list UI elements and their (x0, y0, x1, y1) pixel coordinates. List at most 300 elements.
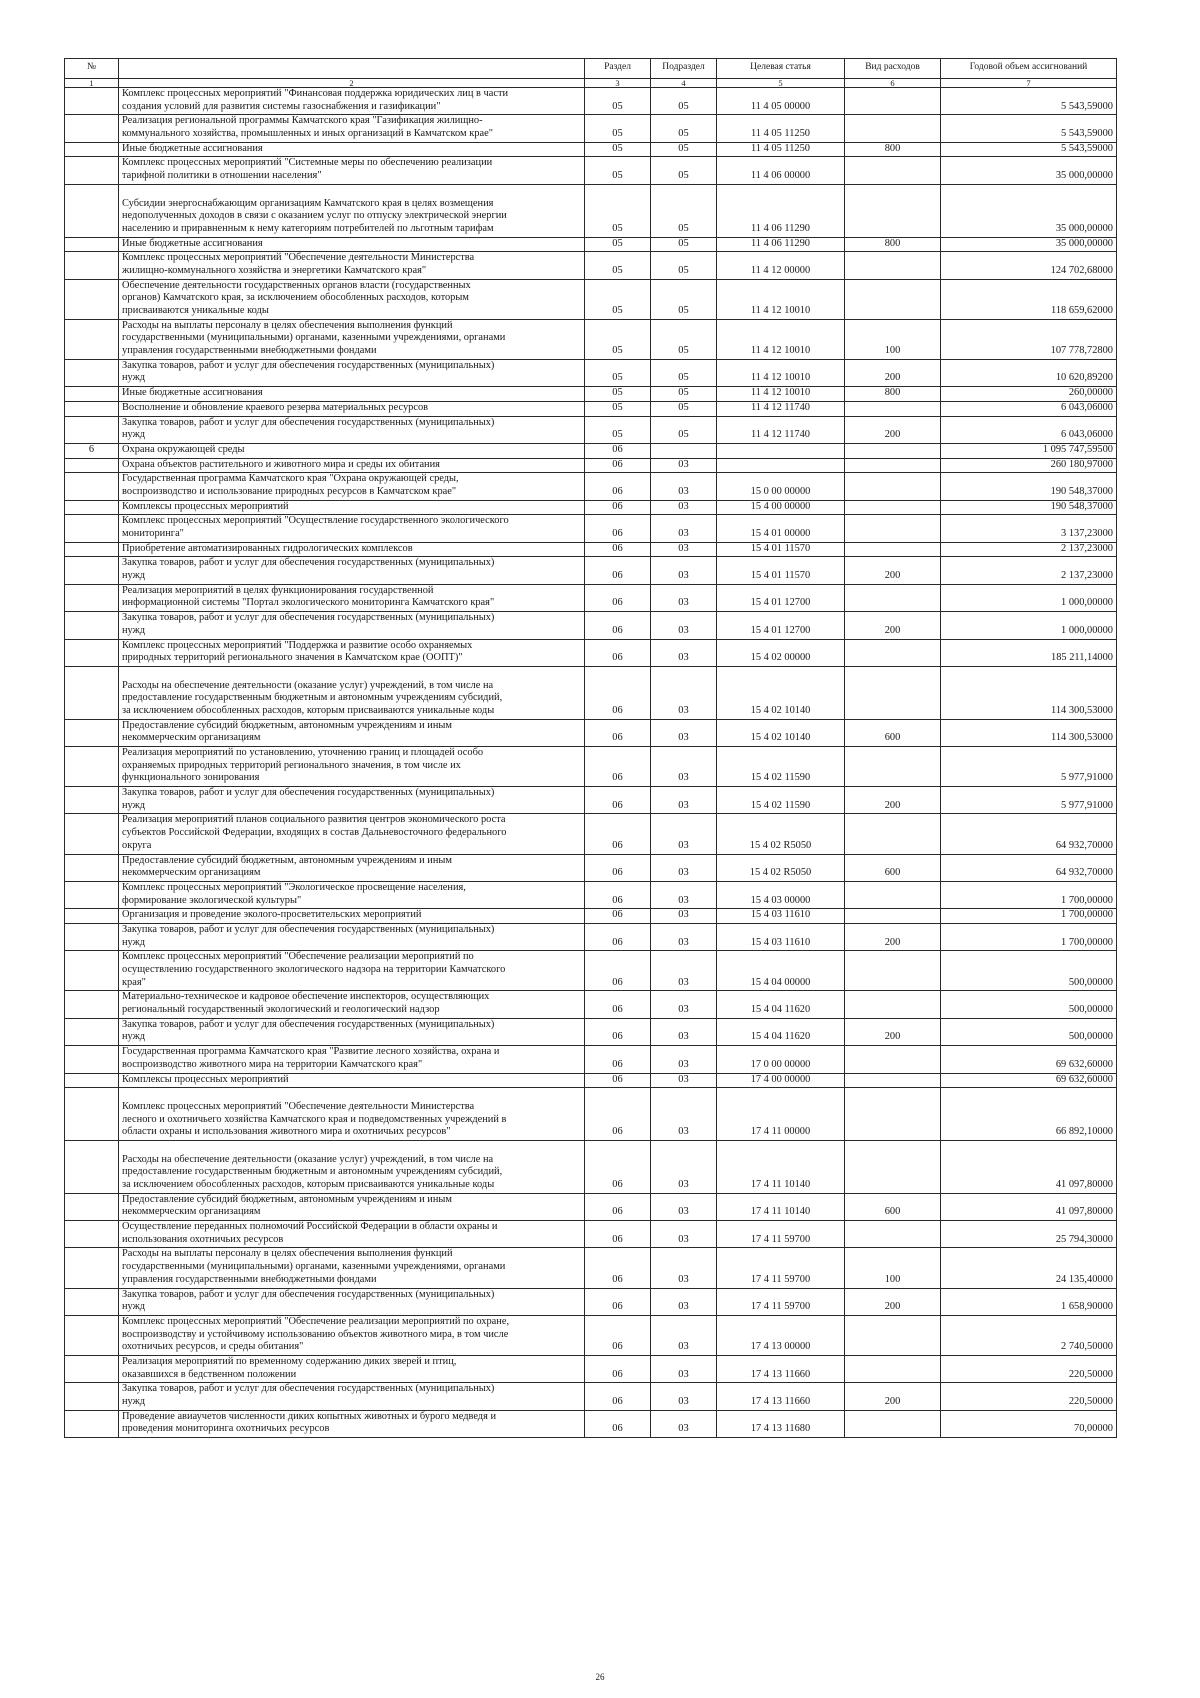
target-article-cell: 17 4 11 59700 (717, 1221, 845, 1248)
podrazdel-cell: 05 (651, 359, 717, 386)
table-row (65, 1383, 1117, 1410)
target-article-cell: 17 4 11 10140 (717, 1140, 845, 1193)
razdel-cell: 05 (585, 252, 651, 279)
razdel-cell: 06 (585, 991, 651, 1018)
expense-type-cell (845, 279, 941, 319)
podrazdel-cell: 03 (651, 473, 717, 500)
podrazdel-cell: 03 (651, 814, 717, 854)
row-number-cell (65, 252, 119, 279)
podrazdel-cell: 03 (651, 515, 717, 542)
table-row (65, 184, 1117, 237)
item-name-cell: Охрана окружающей среды (119, 443, 585, 458)
razdel-cell: 05 (585, 142, 651, 157)
item-name-cell: Закупка товаров, работ и услуг для обеспечения государственных (муниципальных) нужд (119, 1383, 585, 1410)
row-number-cell (65, 1018, 119, 1045)
table-row (65, 1193, 1117, 1220)
expense-type-cell (845, 1355, 941, 1382)
podrazdel-cell: 03 (651, 1073, 717, 1088)
podrazdel-cell: 03 (651, 542, 717, 557)
expense-type-cell (845, 1140, 941, 1193)
podrazdel-cell: 03 (651, 1018, 717, 1045)
table-row (65, 319, 1117, 359)
razdel-cell: 06 (585, 1410, 651, 1437)
target-article-cell: 11 4 06 11290 (717, 184, 845, 237)
target-article-cell: 15 4 01 12700 (717, 584, 845, 611)
item-name-cell: Материально-техническое и кадровое обеспечение инспекторов, осуществляющих региональный государственный экологический и геологический надзор (119, 991, 585, 1018)
target-article-cell: 15 4 02 R5050 (717, 854, 845, 881)
expense-type-cell: 600 (845, 719, 941, 746)
row-number-cell (65, 1221, 119, 1248)
podrazdel-cell: 03 (651, 881, 717, 908)
row-number-cell (65, 1315, 119, 1355)
row-number-cell (65, 1355, 119, 1382)
item-name-cell: Расходы на обеспечение деятельности (оказание услуг) учреждений, в том числе на предоставление государственным бюджетным и автономным учреждениям субсидий, за исключением обособленных расходов, которым присваиваются уникальные коды (119, 666, 585, 719)
header-vid-rashodov: Вид расходов (845, 59, 941, 79)
podrazdel-cell: 03 (651, 951, 717, 991)
amount-cell: 66 892,10000 (941, 1088, 1117, 1141)
item-name-cell: Предоставление субсидий бюджетным, автономным учреждениям и иным некоммерческим организациям (119, 719, 585, 746)
item-name-cell: Комплекс процессных мероприятий "Системные меры по обеспечению реализации тарифной политики в отношении населения" (119, 157, 585, 184)
amount-cell: 1 095 747,59500 (941, 443, 1117, 458)
expense-type-cell: 200 (845, 923, 941, 950)
row-number-cell (65, 923, 119, 950)
amount-cell: 1 658,90000 (941, 1288, 1117, 1315)
item-name-cell: Комплекс процессных мероприятий "Поддержка и развитие особо охраняемых природных территорий регионального значения в Камчатском крае (ООПТ)" (119, 639, 585, 666)
table-row (65, 1046, 1117, 1073)
item-name-cell: Осуществление переданных полномочий Российской Федерации в области охраны и использования охотничьих ресурсов (119, 1221, 585, 1248)
amount-cell: 41 097,80000 (941, 1193, 1117, 1220)
amount-cell: 5 543,59000 (941, 115, 1117, 142)
podrazdel-cell: 05 (651, 416, 717, 443)
razdel-cell: 06 (585, 1018, 651, 1045)
table-row (65, 1355, 1117, 1382)
razdel-cell: 06 (585, 1140, 651, 1193)
row-number-cell (65, 881, 119, 908)
item-name-cell: Охрана объектов растительного и животного мира и среды их обитания (119, 458, 585, 473)
column-number: 1 (65, 79, 119, 88)
item-name-cell: Предоставление субсидий бюджетным, автономным учреждениям и иным некоммерческим организациям (119, 1193, 585, 1220)
row-number-cell (65, 639, 119, 666)
razdel-cell: 06 (585, 909, 651, 924)
expense-type-cell (845, 1088, 941, 1141)
amount-cell: 107 778,72800 (941, 319, 1117, 359)
target-article-cell: 17 4 11 00000 (717, 1088, 845, 1141)
table-row (65, 1140, 1117, 1193)
razdel-cell: 06 (585, 1088, 651, 1141)
expense-type-cell (845, 666, 941, 719)
expense-type-cell (845, 1410, 941, 1437)
item-name-cell: Комплекс процессных мероприятий "Осуществление государственного экологического мониторинга" (119, 515, 585, 542)
razdel-cell: 06 (585, 1221, 651, 1248)
podrazdel-cell: 03 (651, 747, 717, 787)
expense-type-cell: 200 (845, 1288, 941, 1315)
amount-cell: 114 300,53000 (941, 719, 1117, 746)
table-row (65, 252, 1117, 279)
row-number-cell (65, 184, 119, 237)
target-article-cell: 15 4 01 11570 (717, 542, 845, 557)
item-name-cell: Комплекс процессных мероприятий "Обеспечение деятельности Министерства лесного и охотничьего хозяйства Камчатского края и подведомственных учреждений в области охраны и использования животного мира и охотничьих ресурсов" (119, 1088, 585, 1141)
table-row (65, 1073, 1117, 1088)
row-number-cell (65, 88, 119, 115)
table-row (65, 458, 1117, 473)
expense-type-cell (845, 252, 941, 279)
expense-type-cell: 200 (845, 557, 941, 584)
row-number-cell (65, 666, 119, 719)
row-number-cell (65, 584, 119, 611)
podrazdel-cell: 03 (651, 500, 717, 515)
razdel-cell: 06 (585, 854, 651, 881)
item-name-cell: Проведение авиаучетов численности диких копытных животных и бурого медведя и проведения мониторинга охотничьих ресурсов (119, 1410, 585, 1437)
column-number: 3 (585, 79, 651, 88)
item-name-cell: Расходы на выплаты персоналу в целях обеспечения выполнения функций государственными (муниципальными) органами, казенными учреждениями, органами управления государственными внебюджетными фондами (119, 1248, 585, 1288)
razdel-cell: 06 (585, 443, 651, 458)
table-row (65, 719, 1117, 746)
header-podrazdel: Подраздел (651, 59, 717, 79)
expense-type-cell: 200 (845, 1383, 941, 1410)
expense-type-cell (845, 401, 941, 416)
expense-type-cell: 600 (845, 1193, 941, 1220)
row-number-cell (65, 157, 119, 184)
target-article-cell: 11 4 12 10010 (717, 319, 845, 359)
target-article-cell: 11 4 12 11740 (717, 401, 845, 416)
item-name-cell: Закупка товаров, работ и услуг для обеспечения государственных (муниципальных) нужд (119, 1288, 585, 1315)
table-row (65, 515, 1117, 542)
row-number-cell (65, 719, 119, 746)
row-number-cell (65, 1073, 119, 1088)
target-article-cell: 11 4 05 11250 (717, 115, 845, 142)
row-number-cell (65, 747, 119, 787)
table-row (65, 1410, 1117, 1437)
amount-cell: 2 740,50000 (941, 1315, 1117, 1355)
item-name-cell: Комплекс процессных мероприятий "Обеспечение реализации мероприятий по охране, воспроизводству и устойчивому использованию объектов животного мира, в том числе охотничьих ресурсов, и среды обитания" (119, 1315, 585, 1355)
podrazdel-cell: 05 (651, 387, 717, 402)
table-row (65, 359, 1117, 386)
target-article-cell: 11 4 12 00000 (717, 252, 845, 279)
amount-cell: 6 043,06000 (941, 416, 1117, 443)
amount-cell: 5 977,91000 (941, 787, 1117, 814)
table-row (65, 557, 1117, 584)
item-name-cell: Обеспечение деятельности государственных органов власти (государственных органов) Камчатского края, за исключением обособленных расходов, которым присваиваются уникальные коды (119, 279, 585, 319)
item-name-cell: Реализация мероприятий по временному содержанию диких зверей и птиц, оказавшихся в бедственном положении (119, 1355, 585, 1382)
column-number: 5 (717, 79, 845, 88)
table-row (65, 1315, 1117, 1355)
podrazdel-cell: 03 (651, 923, 717, 950)
row-number-cell (65, 787, 119, 814)
table-row (65, 991, 1117, 1018)
item-name-cell: Реализация мероприятий по установлению, уточнению границ и площадей особо охраняемых природных территорий регионального значения, в том числе их функционального зонирования (119, 747, 585, 787)
item-name-cell: Субсидии энергоснабжающим организациям Камчатского края в целях возмещения недополученных доходов в связи с оказанием услуг по отпуску электрической энергии населению и приравненным к нему категориям потребителей по льготным тарифам (119, 184, 585, 237)
table-row (65, 1088, 1117, 1141)
item-name-cell: Закупка товаров, работ и услуг для обеспечения государственных (муниципальных) нужд (119, 612, 585, 639)
razdel-cell: 06 (585, 787, 651, 814)
expense-type-cell: 200 (845, 612, 941, 639)
amount-cell: 220,50000 (941, 1383, 1117, 1410)
podrazdel-cell: 03 (651, 612, 717, 639)
row-number-cell (65, 542, 119, 557)
razdel-cell: 06 (585, 542, 651, 557)
row-number-cell (65, 416, 119, 443)
podrazdel-cell: 03 (651, 458, 717, 473)
razdel-cell: 05 (585, 88, 651, 115)
razdel-cell: 06 (585, 881, 651, 908)
amount-cell: 3 137,23000 (941, 515, 1117, 542)
expense-type-cell (845, 1046, 941, 1073)
razdel-cell: 06 (585, 747, 651, 787)
row-number-cell (65, 1193, 119, 1220)
expense-type-cell (845, 881, 941, 908)
podrazdel-cell: 03 (651, 1193, 717, 1220)
expense-type-cell (845, 542, 941, 557)
column-number: 2 (119, 79, 585, 88)
row-number-cell (65, 1140, 119, 1193)
podrazdel-cell: 03 (651, 1315, 717, 1355)
target-article-cell: 17 4 11 10140 (717, 1193, 845, 1220)
amount-cell: 500,00000 (941, 951, 1117, 991)
expense-type-cell (845, 584, 941, 611)
podrazdel-cell: 03 (651, 1046, 717, 1073)
podrazdel-cell: 03 (651, 1088, 717, 1141)
target-article-cell: 15 4 04 00000 (717, 951, 845, 991)
podrazdel-cell: 03 (651, 1248, 717, 1288)
razdel-cell: 06 (585, 612, 651, 639)
row-number-cell (65, 854, 119, 881)
row-number-cell (65, 1410, 119, 1437)
table-row (65, 639, 1117, 666)
podrazdel-cell: 03 (651, 584, 717, 611)
razdel-cell: 05 (585, 359, 651, 386)
podrazdel-cell: 03 (651, 854, 717, 881)
row-number-cell (65, 279, 119, 319)
amount-cell: 64 932,70000 (941, 854, 1117, 881)
table-row (65, 416, 1117, 443)
podrazdel-cell: 03 (651, 666, 717, 719)
podrazdel-cell: 05 (651, 115, 717, 142)
target-article-cell: 17 4 13 11660 (717, 1355, 845, 1382)
podrazdel-cell: 05 (651, 142, 717, 157)
row-number-cell (65, 142, 119, 157)
amount-cell: 35 000,00000 (941, 157, 1117, 184)
amount-cell: 500,00000 (941, 1018, 1117, 1045)
target-article-cell: 15 4 04 11620 (717, 1018, 845, 1045)
row-number-cell (65, 515, 119, 542)
item-name-cell: Приобретение автоматизированных гидрологических комплексов (119, 542, 585, 557)
table-row (65, 387, 1117, 402)
amount-cell: 35 000,00000 (941, 184, 1117, 237)
razdel-cell: 05 (585, 237, 651, 252)
podrazdel-cell: 03 (651, 787, 717, 814)
row-number-cell: 6 (65, 443, 119, 458)
expense-type-cell (845, 814, 941, 854)
row-number-cell (65, 951, 119, 991)
amount-cell: 185 211,14000 (941, 639, 1117, 666)
table-row (65, 500, 1117, 515)
expense-type-cell (845, 991, 941, 1018)
razdel-cell: 06 (585, 1248, 651, 1288)
podrazdel-cell: 03 (651, 1140, 717, 1193)
budget-table-sheet (64, 58, 1116, 1438)
razdel-cell: 06 (585, 1355, 651, 1382)
table-row (65, 584, 1117, 611)
item-name-cell: Закупка товаров, работ и услуг для обеспечения государственных (муниципальных) нужд (119, 359, 585, 386)
podrazdel-cell: 03 (651, 1221, 717, 1248)
item-name-cell: Организация и проведение эколого-просветительских мероприятий (119, 909, 585, 924)
amount-cell: 260 180,97000 (941, 458, 1117, 473)
table-row (65, 923, 1117, 950)
razdel-cell: 06 (585, 458, 651, 473)
row-number-cell (65, 458, 119, 473)
razdel-cell: 06 (585, 951, 651, 991)
amount-cell: 1 000,00000 (941, 612, 1117, 639)
amount-cell: 260,00000 (941, 387, 1117, 402)
table-row (65, 115, 1117, 142)
table-row (65, 88, 1117, 115)
item-name-cell: Комплексы процессных мероприятий (119, 500, 585, 515)
table-row (65, 237, 1117, 252)
item-name-cell: Государственная программа Камчатского края "Охрана окружающей среды, воспроизводство и использование природных ресурсов в Камчатском крае" (119, 473, 585, 500)
target-article-cell: 17 0 00 00000 (717, 1046, 845, 1073)
expense-type-cell (845, 909, 941, 924)
table-row (65, 909, 1117, 924)
item-name-cell: Закупка товаров, работ и услуг для обеспечения государственных (муниципальных) нужд (119, 557, 585, 584)
item-name-cell: Закупка товаров, работ и услуг для обеспечения государственных (муниципальных) нужд (119, 923, 585, 950)
expense-type-cell (845, 443, 941, 458)
row-number-cell (65, 1248, 119, 1288)
target-article-cell: 11 4 05 11250 (717, 142, 845, 157)
expense-type-cell (845, 157, 941, 184)
column-number: 6 (845, 79, 941, 88)
table-row (65, 1221, 1117, 1248)
razdel-cell: 05 (585, 387, 651, 402)
podrazdel-cell: 05 (651, 88, 717, 115)
razdel-cell: 06 (585, 719, 651, 746)
razdel-cell: 05 (585, 184, 651, 237)
expense-type-cell: 800 (845, 387, 941, 402)
expense-type-cell: 100 (845, 319, 941, 359)
target-article-cell: 11 4 05 00000 (717, 88, 845, 115)
table-row (65, 612, 1117, 639)
table-header-row (65, 59, 1117, 79)
item-name-cell: Предоставление субсидий бюджетным, автономным учреждениям и иным некоммерческим организациям (119, 854, 585, 881)
target-article-cell: 15 4 02 10140 (717, 666, 845, 719)
podrazdel-cell: 05 (651, 279, 717, 319)
amount-cell: 35 000,00000 (941, 237, 1117, 252)
podrazdel-cell: 03 (651, 557, 717, 584)
expense-type-cell: 800 (845, 142, 941, 157)
razdel-cell: 06 (585, 923, 651, 950)
podrazdel-cell: 03 (651, 1410, 717, 1437)
expense-type-cell: 800 (845, 237, 941, 252)
razdel-cell: 06 (585, 666, 651, 719)
expense-type-cell: 100 (845, 1248, 941, 1288)
podrazdel-cell: 05 (651, 237, 717, 252)
amount-cell: 70,00000 (941, 1410, 1117, 1437)
target-article-cell: 11 4 06 00000 (717, 157, 845, 184)
target-article-cell: 11 4 12 10010 (717, 359, 845, 386)
expense-type-cell: 200 (845, 359, 941, 386)
razdel-cell: 06 (585, 584, 651, 611)
header-godovoy-obem: Годовой объем ассигнований (941, 59, 1117, 79)
target-article-cell: 15 4 03 11610 (717, 909, 845, 924)
row-number-cell (65, 1088, 119, 1141)
amount-cell: 6 043,06000 (941, 401, 1117, 416)
row-number-cell (65, 401, 119, 416)
target-article-cell: 15 4 02 11590 (717, 747, 845, 787)
row-number-cell (65, 500, 119, 515)
target-article-cell: 11 4 06 11290 (717, 237, 845, 252)
amount-cell: 124 702,68000 (941, 252, 1117, 279)
target-article-cell: 15 0 00 00000 (717, 473, 845, 500)
table-row (65, 1248, 1117, 1288)
target-article-cell: 17 4 00 00000 (717, 1073, 845, 1088)
row-number-cell (65, 1383, 119, 1410)
item-name-cell: Закупка товаров, работ и услуг для обеспечения государственных (муниципальных) нужд (119, 416, 585, 443)
razdel-cell: 05 (585, 279, 651, 319)
expense-type-cell (845, 88, 941, 115)
target-article-cell: 15 4 02 R5050 (717, 814, 845, 854)
target-article-cell: 11 4 12 11740 (717, 416, 845, 443)
razdel-cell: 05 (585, 319, 651, 359)
podrazdel-cell: 03 (651, 1288, 717, 1315)
table-row (65, 142, 1117, 157)
amount-cell: 69 632,60000 (941, 1046, 1117, 1073)
podrazdel-cell: 05 (651, 401, 717, 416)
row-number-cell (65, 359, 119, 386)
item-name-cell: Реализация мероприятий планов социального развития центров экономического роста субъектов Российской Федерации, входящих в состав Дальневосточного федерального округа (119, 814, 585, 854)
expense-type-cell: 200 (845, 1018, 941, 1045)
table-row (65, 1018, 1117, 1045)
expense-type-cell (845, 500, 941, 515)
column-number-row (65, 79, 1117, 88)
page-number: 26 (595, 1672, 605, 1682)
header-name (119, 59, 585, 79)
razdel-cell: 05 (585, 416, 651, 443)
expense-type-cell (845, 1315, 941, 1355)
amount-cell: 41 097,80000 (941, 1140, 1117, 1193)
razdel-cell: 06 (585, 557, 651, 584)
item-name-cell: Расходы на обеспечение деятельности (оказание услуг) учреждений, в том числе на предоставление государственным бюджетным и автономным учреждениям субсидий, за исключением обособленных расходов, которым присваиваются уникальные коды (119, 1140, 585, 1193)
item-name-cell: Государственная программа Камчатского края "Развитие лесного хозяйства, охрана и воспроизводство животного мира на территории Камчатского края" (119, 1046, 585, 1073)
target-article-cell: 15 4 03 00000 (717, 881, 845, 908)
podrazdel-cell: 03 (651, 1355, 717, 1382)
target-article-cell: 15 4 02 00000 (717, 639, 845, 666)
amount-cell: 1 000,00000 (941, 584, 1117, 611)
target-article-cell: 15 4 01 11570 (717, 557, 845, 584)
razdel-cell: 06 (585, 473, 651, 500)
item-name-cell: Расходы на выплаты персоналу в целях обеспечения выполнения функций государственными (муниципальными) органами, казенными учреждениями, органами управления государственными внебюджетными фондами (119, 319, 585, 359)
amount-cell: 69 632,60000 (941, 1073, 1117, 1088)
podrazdel-cell: 03 (651, 639, 717, 666)
item-name-cell: Реализация региональной программы Камчатского края "Газификация жилищно- коммунального хозяйства, промышленных и иных организаций в Камчатском крае" (119, 115, 585, 142)
amount-cell: 500,00000 (941, 991, 1117, 1018)
column-number: 7 (941, 79, 1117, 88)
amount-cell: 5 977,91000 (941, 747, 1117, 787)
expense-type-cell (845, 515, 941, 542)
expense-type-cell (845, 473, 941, 500)
item-name-cell: Иные бюджетные ассигнования (119, 237, 585, 252)
row-number-cell (65, 319, 119, 359)
amount-cell: 220,50000 (941, 1355, 1117, 1382)
target-article-cell (717, 458, 845, 473)
budget-allocation-table (64, 58, 1117, 1438)
header-razdel: Раздел (585, 59, 651, 79)
row-number-cell (65, 237, 119, 252)
item-name-cell: Закупка товаров, работ и услуг для обеспечения государственных (муниципальных) нужд (119, 1018, 585, 1045)
podrazdel-cell: 05 (651, 252, 717, 279)
target-article-cell: 15 4 00 00000 (717, 500, 845, 515)
razdel-cell: 06 (585, 1383, 651, 1410)
item-name-cell: Комплекс процессных мероприятий "Обеспечение реализации мероприятий по осуществлению государственного экологического надзора на территории Камчатского края" (119, 951, 585, 991)
expense-type-cell (845, 639, 941, 666)
